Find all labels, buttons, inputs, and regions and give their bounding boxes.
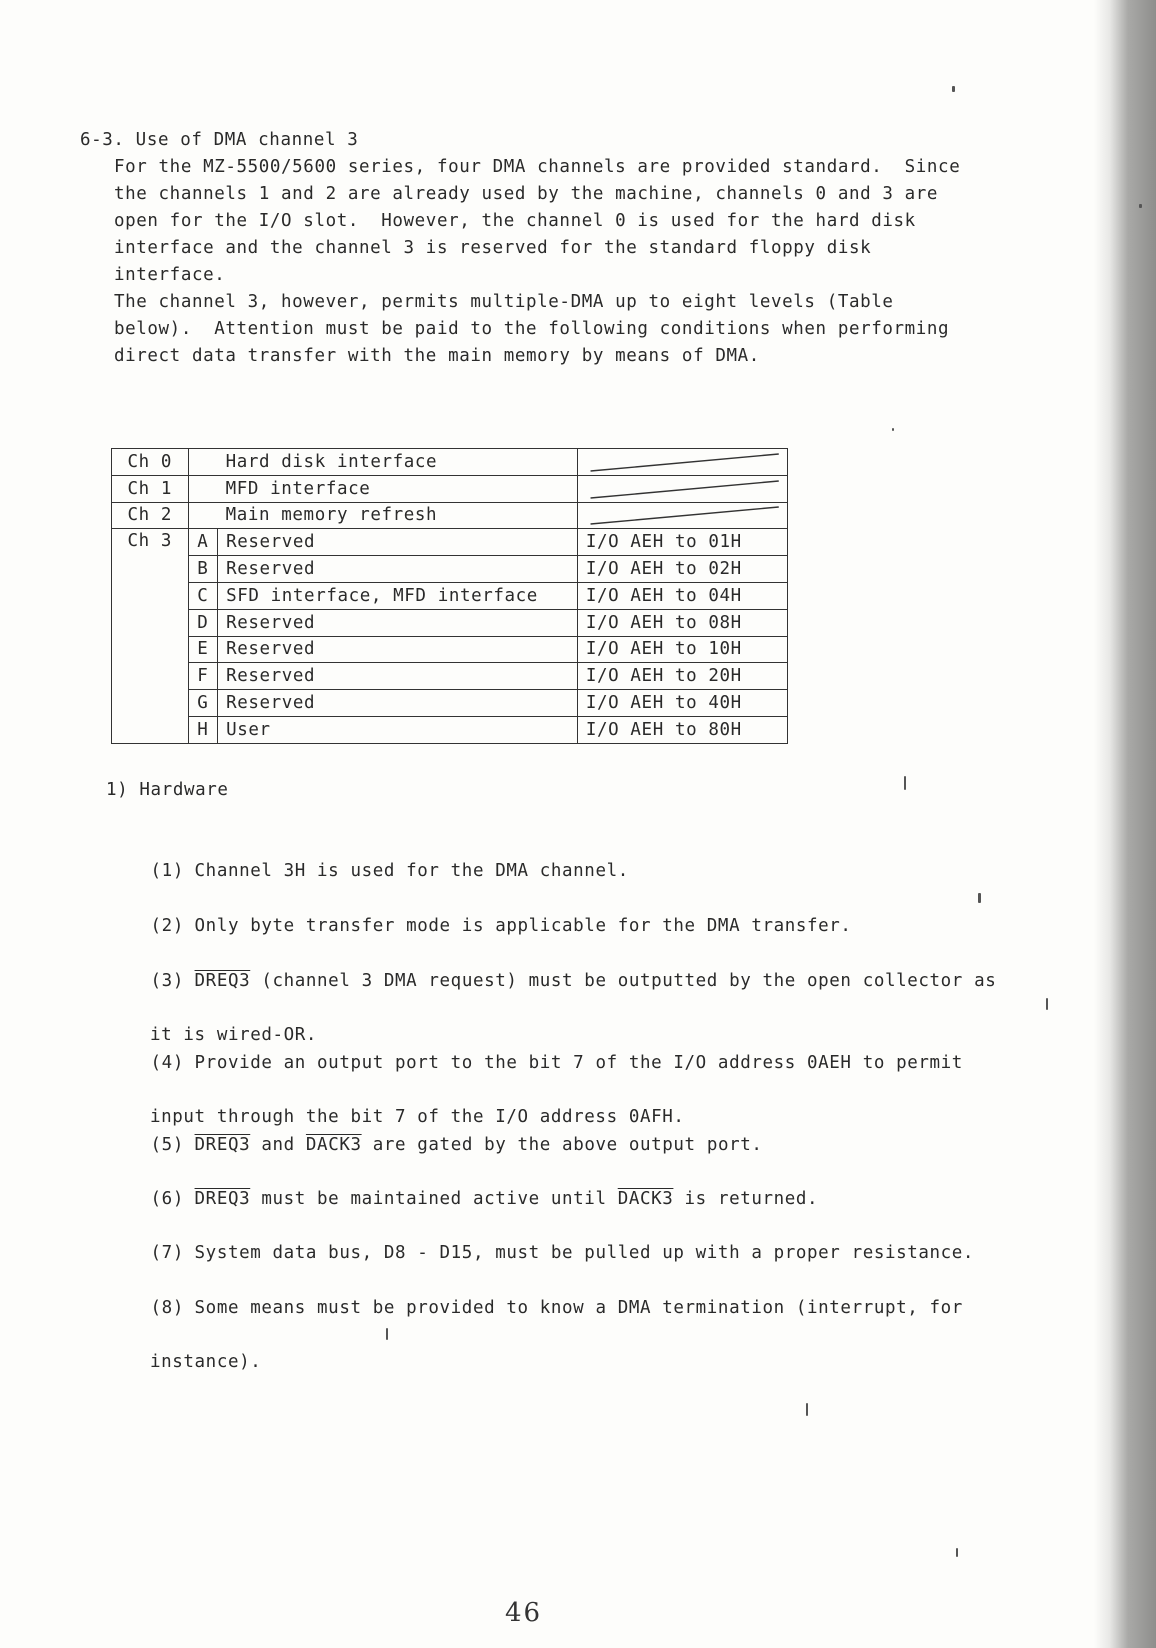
diagonal-line-icon xyxy=(578,477,787,501)
channel-cell: Ch 2 xyxy=(112,502,189,529)
scan-speck xyxy=(892,428,894,431)
diagonal-line-icon xyxy=(578,450,787,474)
item-text: are gated by the above output port. xyxy=(361,1135,763,1155)
item-text: Only byte transfer mode is applicable for the DMA transfer. xyxy=(194,916,852,936)
assignment-cell: Reserved xyxy=(218,529,578,556)
intro-line: open for the I/O slot. However, the channel 0 is used for the hard disk xyxy=(114,211,916,231)
signal-dreq3: DREQ3 xyxy=(194,1135,251,1155)
item-text: Some means must be provided to know a DMA termination (interrupt, for xyxy=(194,1298,963,1318)
section-heading: 6-3. Use of DMA channel 3 xyxy=(80,130,359,150)
table-row xyxy=(112,556,788,583)
item-text: and xyxy=(250,1135,306,1155)
channel-cell: Ch 1 xyxy=(112,475,189,502)
io-cell: I/O AEH to 80H xyxy=(577,716,787,743)
scan-speck xyxy=(1046,998,1048,1010)
item-number: (4) xyxy=(150,1053,184,1073)
level-cell: E xyxy=(188,636,218,663)
level-cell: D xyxy=(188,609,218,636)
item-number: (7) xyxy=(150,1243,184,1263)
multi-dma-line: direct data transfer with the main memory by means of DMA. xyxy=(114,346,760,366)
item-text: (channel 3 DMA request) must be outputted by the open collector as xyxy=(250,971,997,991)
io-cell: I/O AEH to 04H xyxy=(577,582,787,609)
scan-speck xyxy=(1139,204,1142,208)
table-row xyxy=(112,529,788,556)
item-text: System data bus, D8 - D15, must be pulled up with a proper resistance. xyxy=(194,1243,975,1263)
diagonal-line-icon xyxy=(578,503,787,527)
scan-speck xyxy=(904,776,906,790)
item-text-continued: it is wired-OR. xyxy=(150,1025,318,1045)
dma-channel-table xyxy=(111,448,788,744)
io-cell: I/O AEH to 08H xyxy=(577,609,787,636)
item-text: Channel 3H is used for the DMA channel. xyxy=(194,861,629,881)
level-cell: H xyxy=(188,716,218,743)
scan-speck xyxy=(956,1548,958,1557)
io-cell-not-applicable xyxy=(577,502,787,529)
assignment-cell: Reserved xyxy=(218,636,578,663)
table-row xyxy=(112,609,788,636)
table-row xyxy=(112,690,788,717)
signal-dreq3: DREQ3 xyxy=(194,1189,251,1209)
hardware-heading: 1) Hardware xyxy=(106,780,229,800)
level-cell: G xyxy=(188,690,218,717)
item-text: is returned. xyxy=(673,1189,819,1209)
item-number: (2) xyxy=(150,916,184,936)
assignment-cell: SFD interface, MFD interface xyxy=(218,582,578,609)
assignment-cell: Reserved xyxy=(218,556,578,583)
io-cell-not-applicable xyxy=(577,475,787,502)
table-row xyxy=(112,663,788,690)
table-row xyxy=(112,475,788,502)
intro-line: interface. xyxy=(114,265,226,285)
table-row xyxy=(112,582,788,609)
level-cell-empty xyxy=(188,449,218,476)
item-number: (3) xyxy=(150,971,184,991)
intro-line: For the MZ-5500/5600 series, four DMA channels are provided standard. Since xyxy=(114,157,961,177)
assignment-cell: Reserved xyxy=(218,690,578,717)
item-number: (5) xyxy=(150,1135,184,1155)
list-item xyxy=(106,1268,963,1430)
item-text-continued: input through the bit 7 of the I/O address 0AFH. xyxy=(150,1107,685,1127)
table-row xyxy=(112,716,788,743)
level-cell-empty xyxy=(188,475,218,502)
io-cell: I/O AEH to 40H xyxy=(577,690,787,717)
level-cell-empty xyxy=(188,502,218,529)
scan-speck xyxy=(978,893,981,903)
intro-line: interface and the channel 3 is reserved for the standard floppy disk xyxy=(114,238,872,258)
item-text: Provide an output port to the bit 7 of the I/O address 0AEH to permit xyxy=(194,1053,963,1073)
table-row xyxy=(112,636,788,663)
multi-dma-line: The channel 3, however, permits multiple-DMA up to eight levels (Table xyxy=(114,292,894,312)
table-row xyxy=(112,502,788,529)
assignment-cell: Reserved xyxy=(218,663,578,690)
item-text-continued: instance). xyxy=(150,1352,262,1372)
assignment-cell: Hard disk interface xyxy=(218,449,578,476)
page-number: 46 xyxy=(505,1598,543,1628)
level-cell: B xyxy=(188,556,218,583)
assignment-cell: Reserved xyxy=(218,609,578,636)
assignment-cell: Main memory refresh xyxy=(218,502,578,529)
io-cell: I/O AEH to 01H xyxy=(577,529,787,556)
io-cell: I/O AEH to 02H xyxy=(577,556,787,583)
table-row xyxy=(112,449,788,476)
channel-cell: Ch 0 xyxy=(112,449,189,476)
item-number: (6) xyxy=(150,1189,184,1209)
io-cell-not-applicable xyxy=(577,449,787,476)
scan-speck xyxy=(952,86,955,92)
scan-page-edge xyxy=(1094,0,1156,1648)
item-number: (1) xyxy=(150,861,184,881)
io-cell: I/O AEH to 10H xyxy=(577,636,787,663)
assignment-cell: User xyxy=(218,716,578,743)
channel-cell: Ch 3 xyxy=(112,529,189,743)
io-cell: I/O AEH to 20H xyxy=(577,663,787,690)
assignment-cell: MFD interface xyxy=(218,475,578,502)
level-cell: C xyxy=(188,582,218,609)
signal-dreq3: DREQ3 xyxy=(194,971,251,991)
multi-dma-line: below). Attention must be paid to the following conditions when performing xyxy=(114,319,950,339)
item-text: must be maintained active until xyxy=(250,1189,618,1209)
level-cell: A xyxy=(188,529,218,556)
signal-dack3: DACK3 xyxy=(305,1135,362,1155)
item-number: (8) xyxy=(150,1298,184,1318)
level-cell: F xyxy=(188,663,218,690)
signal-dack3: DACK3 xyxy=(617,1189,674,1209)
intro-line: the channels 1 and 2 are already used by the machine, channels 0 and 3 are xyxy=(114,184,939,204)
